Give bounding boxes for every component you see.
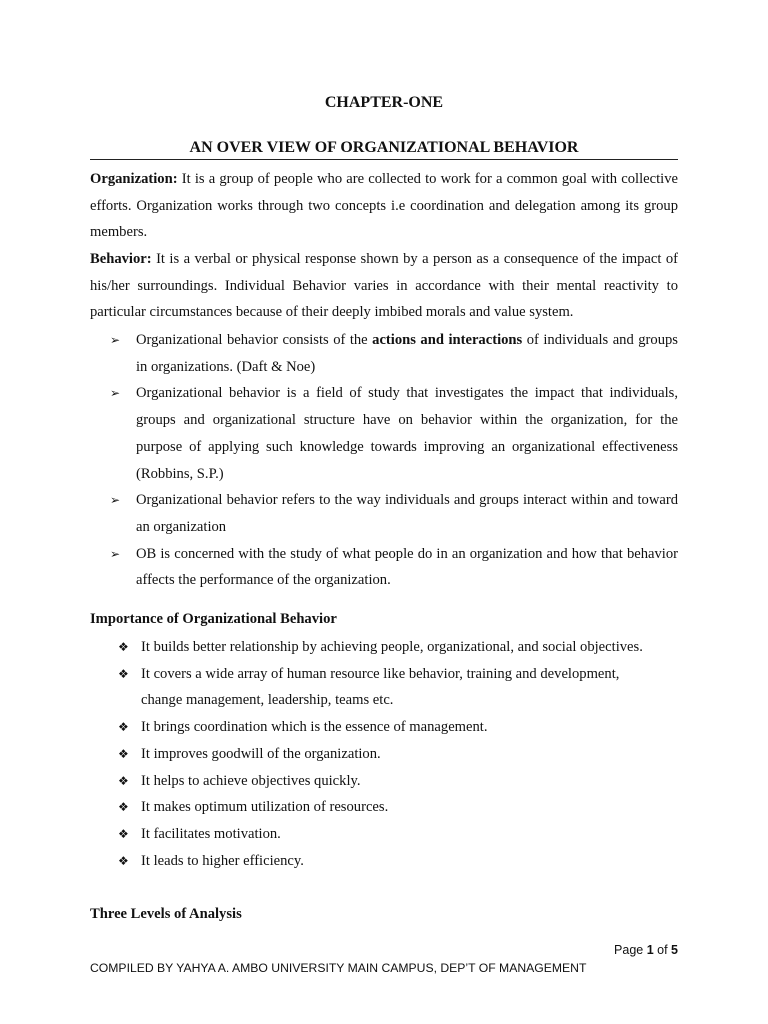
diamond-bullet-icon: ❖ <box>118 666 129 681</box>
emphasis-text: actions and interactions <box>372 332 523 348</box>
page-number: Page 1 of 5 <box>614 943 678 957</box>
diamond-bullet-icon: ❖ <box>118 746 129 761</box>
list-item: ❖ It covers a wide array of human resource like behavior, training and development, <box>118 661 678 688</box>
arrow-bullet-icon: ➢ <box>110 493 121 508</box>
diamond-bullet-icon: ❖ <box>118 826 129 841</box>
organization-definition <box>90 166 678 246</box>
arrow-bullet-icon: ➢ <box>110 333 121 347</box>
chapter-heading: CHAPTER-ONE <box>324 94 444 111</box>
diamond-bullet-icon: ❖ <box>118 640 129 654</box>
list-item: ❖ It improves goodwill of the organization. <box>118 741 678 768</box>
list-item: ❖ It helps to achieve objectives quickly. <box>118 768 678 795</box>
chapter-title: AN OVER VIEW OF ORGANIZATIONAL BEHAVIOR <box>189 139 579 156</box>
organization-label: Organization: <box>90 171 178 187</box>
arrow-bullet-icon: ➢ <box>110 546 121 561</box>
diamond-bullet-icon: ❖ <box>118 800 129 815</box>
list-item: ❖ It makes optimum utilization of resources. <box>118 794 678 821</box>
list-item: change management, leadership, teams etc. <box>141 692 394 709</box>
behavior-text: It is a verbal or physical response shown by a person as a consequence of the impact of his/her surroundings. Individual Behavior varies in accordance with their mental reactivity to particular circumstances because of their deeply imbibed morals and value system. <box>90 251 678 321</box>
list-item: ❖ It brings coordination which is the essence of management. <box>118 714 678 741</box>
importance-heading: Importance of Organizational Behavior <box>90 611 337 627</box>
footer-compiled-by: COMPILED BY YAHYA A. AMBO UNIVERSITY MAIN CAMPUS, DEP’T OF MANAGEMENT <box>90 961 587 975</box>
list-item: ➢ Organizational behavior consists of the actions and interactions of individuals and groups in organizations. (Daft & Noe) <box>110 327 678 380</box>
list-item: ➢ Organizational behavior is a field of study that investigates the impact that individuals, groups and organizational structure have on behavior within the organization, for the purpose of applying such knowledge towards improving an organizational effectiveness (Robbins, S.P.) <box>110 380 678 487</box>
diamond-bullet-icon: ❖ <box>118 720 129 735</box>
list-item: ➢ OB is concerned with the study of what people do in an organization and how that behavior affects the performance of the organization. <box>110 541 678 594</box>
list-item: ❖ It leads to higher efficiency. <box>118 848 678 875</box>
behavior-definition <box>90 246 678 326</box>
page-current: 1 <box>646 943 654 957</box>
list-item: ❖ It builds better relationship by achieving people, organizational, and social objectives. <box>118 634 678 661</box>
list-item: ➢ Organizational behavior refers to the way individuals and groups interact within and toward an organization <box>110 487 678 540</box>
importance-list <box>118 634 678 874</box>
behavior-label: Behavior: <box>90 251 152 267</box>
page-total: 5 <box>671 943 678 957</box>
organization-text: It is a group of people who are collected to work for a common goal with collective efforts. Organization works through two concepts i.e coordination and delegation among its group members. <box>90 171 678 241</box>
ob-definitions-list <box>110 327 678 594</box>
list-item: ❖ It facilitates motivation. <box>118 821 678 848</box>
arrow-bullet-icon: ➢ <box>110 386 121 401</box>
diamond-bullet-icon: ❖ <box>118 773 129 788</box>
diamond-bullet-icon: ❖ <box>118 853 129 868</box>
levels-heading: Three Levels of Analysis <box>90 906 242 922</box>
title-underline <box>90 159 678 160</box>
